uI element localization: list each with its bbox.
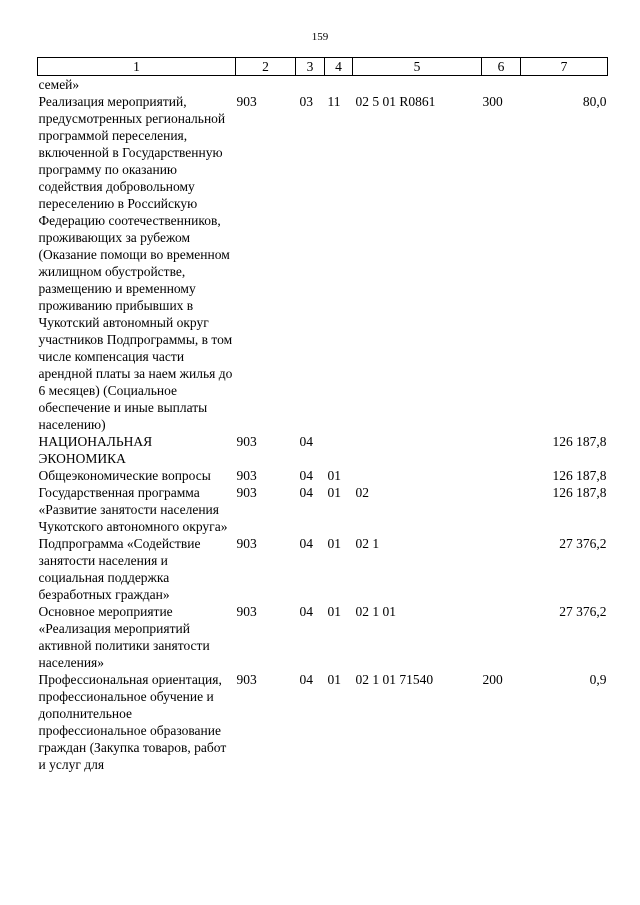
header-col-3: 3 bbox=[296, 58, 325, 76]
row-section-cell: 04 bbox=[299, 672, 313, 687]
row-amount-cell: 27 376,2 bbox=[559, 604, 607, 619]
row-amount-cell: 80,0 bbox=[582, 94, 607, 109]
table-row bbox=[38, 484, 608, 535]
row-target-article-cell: 02 1 01 71540 bbox=[355, 672, 434, 687]
row-amount-cell: 126 187,8 bbox=[552, 434, 607, 449]
row-grbs-cell: 903 bbox=[236, 672, 257, 687]
budget-table bbox=[37, 57, 608, 773]
row-amount-cell: 27 376,2 bbox=[559, 536, 607, 551]
row-amount-cell: 126 187,8 bbox=[552, 468, 607, 483]
row-section-cell: 04 bbox=[299, 485, 313, 500]
row-expense-type-cell: 200 bbox=[482, 672, 503, 687]
table-row bbox=[38, 76, 608, 94]
row-name-cell: НАЦИОНАЛЬНАЯ ЭКОНОМИКА bbox=[38, 434, 153, 466]
row-name-cell: Общеэкономические вопросы bbox=[38, 468, 211, 483]
table-header bbox=[38, 58, 608, 76]
row-target-article-cell bbox=[353, 76, 482, 94]
row-name-cell: Основное мероприятие «Реализация мероприятий активной политики занятости населения» bbox=[38, 604, 210, 670]
row-subsection-cell: 01 bbox=[327, 468, 341, 483]
row-section-cell: 04 bbox=[299, 434, 313, 449]
row-target-article-cell: 02 5 01 R0861 bbox=[355, 94, 436, 109]
row-grbs-cell: 903 bbox=[236, 536, 257, 551]
row-amount-cell: 126 187,8 bbox=[552, 485, 607, 500]
row-subsection-cell: 01 bbox=[327, 672, 341, 687]
table-row bbox=[38, 93, 608, 433]
row-subsection-cell: 11 bbox=[327, 94, 341, 109]
row-grbs-cell: 903 bbox=[236, 94, 257, 109]
row-target-article-cell bbox=[353, 433, 482, 467]
row-name-cell: Профессиональная ориентация, профессиональное обучение и дополнительное профессиональное образование граждан (Закупка товаров, работ и услуг для bbox=[38, 672, 227, 772]
row-name-cell: Государственная программа «Развитие занятости населения Чукотского автономного округа» bbox=[38, 485, 228, 534]
table-row bbox=[38, 467, 608, 484]
table-body bbox=[38, 76, 608, 774]
row-section-cell: 04 bbox=[299, 468, 313, 483]
row-target-article-cell: 02 1 bbox=[355, 536, 380, 551]
row-expense-type-cell bbox=[482, 467, 521, 484]
table-row bbox=[38, 671, 608, 773]
header-col-5: 5 bbox=[353, 58, 482, 76]
header-col-2: 2 bbox=[236, 58, 296, 76]
row-name-cell: Реализация мероприятий, предусмотренных региональной программой переселения, включенной в Государственную программу по оказанию содействия добровольному переселению в Российскую Федерацию соотечественников, проживающих за рубежом (Оказание помощи во временном жилищном обустройстве, размещению и временному проживанию прибывших в Чукотский автономный округ участников Подпрограммы, в том числе компенсация части арендной платы за наем жилья до 6 месяцев) (Социальное обеспечение и иные выплаты населению) bbox=[38, 94, 233, 432]
header-col-6: 6 bbox=[482, 58, 521, 76]
header-col-7: 7 bbox=[521, 58, 608, 76]
row-expense-type-cell bbox=[482, 76, 521, 94]
row-section-cell: 03 bbox=[299, 94, 313, 109]
page-number: 159 bbox=[311, 31, 329, 43]
row-subsection-cell: 01 bbox=[327, 485, 341, 500]
row-name-cell: семей» bbox=[38, 77, 80, 92]
row-amount-cell: 0,9 bbox=[589, 672, 607, 687]
row-expense-type-cell bbox=[482, 535, 521, 603]
row-subsection-cell: 01 bbox=[327, 536, 341, 551]
row-expense-type-cell bbox=[482, 433, 521, 467]
row-expense-type-cell bbox=[482, 484, 521, 535]
row-name-cell: Подпрограмма «Содействие занятости населения и социальная поддержка безработных граждан» bbox=[38, 536, 201, 602]
row-grbs-cell bbox=[236, 76, 296, 94]
table-row bbox=[38, 433, 608, 467]
row-grbs-cell: 903 bbox=[236, 434, 257, 449]
row-subsection-cell: 01 bbox=[327, 604, 341, 619]
table-row bbox=[38, 535, 608, 603]
row-target-article-cell bbox=[353, 467, 482, 484]
row-target-article-cell: 02 1 01 bbox=[355, 604, 396, 619]
row-grbs-cell: 903 bbox=[236, 468, 257, 483]
row-target-article-cell: 02 bbox=[355, 485, 369, 500]
header-col-4: 4 bbox=[325, 58, 353, 76]
row-subsection-cell bbox=[325, 76, 353, 94]
table-row bbox=[38, 603, 608, 671]
row-section-cell bbox=[296, 76, 325, 94]
header-col-1: 1 bbox=[38, 58, 236, 76]
row-amount-cell bbox=[521, 76, 608, 94]
row-subsection-cell bbox=[325, 433, 353, 467]
row-section-cell: 04 bbox=[299, 604, 313, 619]
row-expense-type-cell: 300 bbox=[482, 94, 503, 109]
header-row bbox=[38, 58, 608, 76]
row-grbs-cell: 903 bbox=[236, 604, 257, 619]
row-section-cell: 04 bbox=[299, 536, 313, 551]
row-expense-type-cell bbox=[482, 603, 521, 671]
row-grbs-cell: 903 bbox=[236, 485, 257, 500]
